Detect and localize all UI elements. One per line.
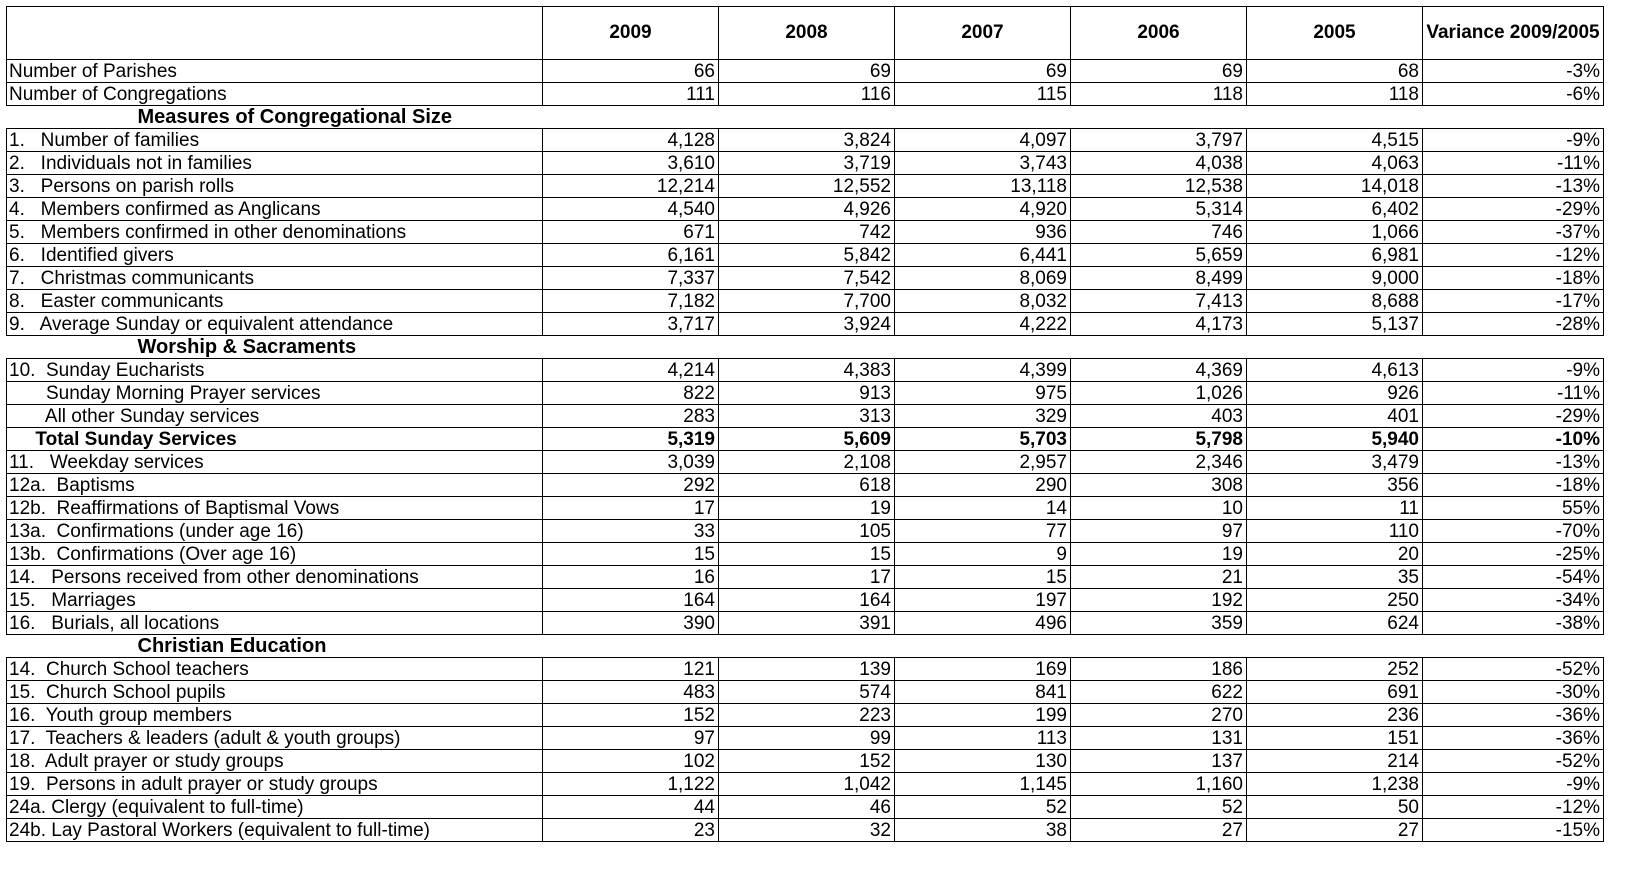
row-label: 10. Sunday Eucharists (7, 359, 543, 382)
year-value-cell: 192 (1071, 589, 1247, 612)
year-value-cell: 2,957 (895, 451, 1071, 474)
year-value-cell: 3,719 (719, 152, 895, 175)
year-value-cell: 99 (719, 727, 895, 750)
year-value-cell: 12,538 (1071, 175, 1247, 198)
variance-cell: -36% (1423, 704, 1604, 727)
year-value-cell: 66 (543, 60, 719, 83)
year-value-cell: 746 (1071, 221, 1247, 244)
year-value-cell: 1,160 (1071, 773, 1247, 796)
year-header: 2008 (719, 7, 895, 60)
row-label: 24a. Clergy (equivalent to full-time) (7, 796, 543, 819)
section-title: Worship & Sacraments (137, 335, 357, 358)
year-value-cell: 17 (543, 497, 719, 520)
year-value-cell: 32 (719, 819, 895, 842)
year-value-cell: 975 (895, 382, 1071, 405)
row-label: 6. Identified givers (7, 244, 543, 267)
table-row (7, 175, 1604, 198)
year-value-cell: 50 (1247, 796, 1423, 819)
row-label: Total Sunday Services (7, 428, 543, 451)
year-value-cell: 12,214 (543, 175, 719, 198)
variance-cell: -9% (1423, 359, 1604, 382)
year-value-cell: 199 (895, 704, 1071, 727)
year-value-cell: 111 (543, 83, 719, 106)
year-value-cell: 5,137 (1247, 313, 1423, 336)
year-value-cell: 936 (895, 221, 1071, 244)
table-row (7, 405, 1604, 428)
year-header: 2005 (1247, 7, 1423, 60)
table-row (7, 819, 1604, 842)
year-value-cell: 69 (1071, 60, 1247, 83)
variance-cell: -52% (1423, 750, 1604, 773)
year-value-cell: 926 (1247, 382, 1423, 405)
year-value-cell: 4,926 (719, 198, 895, 221)
variance-cell: -13% (1423, 451, 1604, 474)
year-value-cell: 4,097 (895, 129, 1071, 152)
year-value-cell: 164 (543, 589, 719, 612)
year-value-cell: 624 (1247, 612, 1423, 635)
year-value-cell: 3,797 (1071, 129, 1247, 152)
table-row (7, 451, 1604, 474)
row-label: 8. Easter communicants (7, 290, 543, 313)
year-value-cell: 252 (1247, 658, 1423, 681)
variance-cell: -29% (1423, 198, 1604, 221)
year-value-cell: 4,540 (543, 198, 719, 221)
variance-cell: -3% (1423, 60, 1604, 83)
row-label: 4. Members confirmed as Anglicans (7, 198, 543, 221)
year-value-cell: 6,402 (1247, 198, 1423, 221)
table-row (7, 198, 1604, 221)
section-heading-row (7, 106, 1604, 129)
table-row (7, 566, 1604, 589)
row-label: 13a. Confirmations (under age 16) (7, 520, 543, 543)
year-value-cell: 403 (1071, 405, 1247, 428)
year-value-cell: 1,066 (1247, 221, 1423, 244)
year-value-cell: 4,515 (1247, 129, 1423, 152)
table-row (7, 244, 1604, 267)
year-value-cell: 186 (1071, 658, 1247, 681)
year-value-cell: 223 (719, 704, 895, 727)
year-value-cell: 4,222 (895, 313, 1071, 336)
year-value-cell: 118 (1071, 83, 1247, 106)
year-value-cell: 27 (1247, 819, 1423, 842)
table-row (7, 497, 1604, 520)
row-label: 5. Members confirmed in other denominations (7, 221, 543, 244)
variance-cell: -10% (1423, 428, 1604, 451)
year-value-cell: 14 (895, 497, 1071, 520)
year-value-cell: 4,038 (1071, 152, 1247, 175)
year-value-cell: 2,108 (719, 451, 895, 474)
year-value-cell: 69 (895, 60, 1071, 83)
table-row (7, 589, 1604, 612)
section-title: Measures of Congregational Size (137, 105, 453, 128)
year-value-cell: 1,026 (1071, 382, 1247, 405)
table-row (7, 773, 1604, 796)
table-row (7, 313, 1604, 336)
row-label: Sunday Morning Prayer services (7, 382, 543, 405)
year-value-cell: 102 (543, 750, 719, 773)
variance-cell: 55% (1423, 497, 1604, 520)
year-value-cell: 164 (719, 589, 895, 612)
year-value-cell: 169 (895, 658, 1071, 681)
year-value-cell: 6,441 (895, 244, 1071, 267)
year-value-cell: 6,161 (543, 244, 719, 267)
year-value-cell: 308 (1071, 474, 1247, 497)
year-value-cell: 137 (1071, 750, 1247, 773)
variance-cell: -30% (1423, 681, 1604, 704)
table-body (7, 60, 1604, 842)
year-value-cell: 4,173 (1071, 313, 1247, 336)
table-row (7, 290, 1604, 313)
year-value-cell: 8,499 (1071, 267, 1247, 290)
year-value-cell: 691 (1247, 681, 1423, 704)
row-label: 14. Persons received from other denominations (7, 566, 543, 589)
year-value-cell: 21 (1071, 566, 1247, 589)
year-value-cell: 113 (895, 727, 1071, 750)
year-value-cell: 7,700 (719, 290, 895, 313)
year-value-cell: 5,940 (1247, 428, 1423, 451)
year-value-cell: 15 (895, 566, 1071, 589)
year-value-cell: 3,479 (1247, 451, 1423, 474)
year-value-cell: 14,018 (1247, 175, 1423, 198)
table-row (7, 428, 1604, 451)
variance-cell: -11% (1423, 382, 1604, 405)
row-label: 15. Church School pupils (7, 681, 543, 704)
year-value-cell: 9,000 (1247, 267, 1423, 290)
row-label: 1. Number of families (7, 129, 543, 152)
year-value-cell: 97 (1071, 520, 1247, 543)
year-value-cell: 116 (719, 83, 895, 106)
year-value-cell: 23 (543, 819, 719, 842)
variance-cell: -52% (1423, 658, 1604, 681)
row-label: 16. Youth group members (7, 704, 543, 727)
year-value-cell: 13,118 (895, 175, 1071, 198)
year-value-cell: 3,039 (543, 451, 719, 474)
year-value-cell: 8,032 (895, 290, 1071, 313)
year-value-cell: 4,399 (895, 359, 1071, 382)
year-value-cell: 77 (895, 520, 1071, 543)
year-value-cell: 7,413 (1071, 290, 1247, 313)
year-value-cell: 1,145 (895, 773, 1071, 796)
table-row (7, 727, 1604, 750)
variance-cell: -28% (1423, 313, 1604, 336)
year-value-cell: 822 (543, 382, 719, 405)
variance-cell: -29% (1423, 405, 1604, 428)
year-value-cell: 3,824 (719, 129, 895, 152)
variance-cell: -54% (1423, 566, 1604, 589)
year-value-cell: 5,798 (1071, 428, 1247, 451)
section-spacer (543, 635, 1604, 658)
year-value-cell: 11 (1247, 497, 1423, 520)
year-value-cell: 292 (543, 474, 719, 497)
row-label: 18. Adult prayer or study groups (7, 750, 543, 773)
year-value-cell: 356 (1247, 474, 1423, 497)
table-row (7, 382, 1604, 405)
row-label: 11. Weekday services (7, 451, 543, 474)
year-value-cell: 4,214 (543, 359, 719, 382)
row-label: Number of Congregations (7, 83, 543, 106)
year-value-cell: 6,981 (1247, 244, 1423, 267)
year-value-cell: 12,552 (719, 175, 895, 198)
year-value-cell: 618 (719, 474, 895, 497)
row-label: 16. Burials, all locations (7, 612, 543, 635)
variance-cell: -15% (1423, 819, 1604, 842)
table-row (7, 359, 1604, 382)
year-value-cell: 1,122 (543, 773, 719, 796)
year-value-cell: 8,069 (895, 267, 1071, 290)
year-value-cell: 313 (719, 405, 895, 428)
year-value-cell: 5,703 (895, 428, 1071, 451)
variance-cell: -37% (1423, 221, 1604, 244)
year-value-cell: 7,337 (543, 267, 719, 290)
year-value-cell: 270 (1071, 704, 1247, 727)
year-value-cell: 236 (1247, 704, 1423, 727)
section-heading-row (7, 336, 1604, 359)
row-label: 2. Individuals not in families (7, 152, 543, 175)
year-value-cell: 290 (895, 474, 1071, 497)
year-value-cell: 52 (895, 796, 1071, 819)
year-value-cell: 496 (895, 612, 1071, 635)
year-value-cell: 139 (719, 658, 895, 681)
year-value-cell: 3,717 (543, 313, 719, 336)
table-row (7, 681, 1604, 704)
table-row (7, 474, 1604, 497)
row-label: 15. Marriages (7, 589, 543, 612)
table-row (7, 60, 1604, 83)
table-row (7, 267, 1604, 290)
year-value-cell: 151 (1247, 727, 1423, 750)
year-value-cell: 391 (719, 612, 895, 635)
year-value-cell: 250 (1247, 589, 1423, 612)
row-label: 13b. Confirmations (Over age 16) (7, 543, 543, 566)
year-value-cell: 7,542 (719, 267, 895, 290)
variance-cell: -70% (1423, 520, 1604, 543)
section-title: Christian Education (137, 634, 327, 657)
row-label: 3. Persons on parish rolls (7, 175, 543, 198)
row-label: Number of Parishes (7, 60, 543, 83)
table-row (7, 221, 1604, 244)
row-label: 17. Teachers & leaders (adult & youth groups) (7, 727, 543, 750)
table-row (7, 152, 1604, 175)
variance-cell: -36% (1423, 727, 1604, 750)
year-value-cell: 130 (895, 750, 1071, 773)
year-header: 2009 (543, 7, 719, 60)
year-value-cell: 4,369 (1071, 359, 1247, 382)
table-row (7, 750, 1604, 773)
header-row (7, 7, 1604, 60)
section-heading-row (7, 635, 1604, 658)
table-row (7, 612, 1604, 635)
variance-cell: -18% (1423, 267, 1604, 290)
year-value-cell: 841 (895, 681, 1071, 704)
year-value-cell: 44 (543, 796, 719, 819)
year-value-cell: 329 (895, 405, 1071, 428)
year-value-cell: 671 (543, 221, 719, 244)
year-value-cell: 5,659 (1071, 244, 1247, 267)
year-value-cell: 4,128 (543, 129, 719, 152)
year-value-cell: 121 (543, 658, 719, 681)
year-value-cell: 483 (543, 681, 719, 704)
year-value-cell: 574 (719, 681, 895, 704)
variance-cell: -6% (1423, 83, 1604, 106)
year-value-cell: 214 (1247, 750, 1423, 773)
year-value-cell: 16 (543, 566, 719, 589)
year-value-cell: 35 (1247, 566, 1423, 589)
year-value-cell: 152 (719, 750, 895, 773)
year-value-cell: 5,314 (1071, 198, 1247, 221)
year-value-cell: 97 (543, 727, 719, 750)
row-label: 19. Persons in adult prayer or study groups (7, 773, 543, 796)
table-row (7, 658, 1604, 681)
year-value-cell: 742 (719, 221, 895, 244)
year-value-cell: 9 (895, 543, 1071, 566)
year-value-cell: 3,610 (543, 152, 719, 175)
row-label: 14. Church School teachers (7, 658, 543, 681)
table-row (7, 543, 1604, 566)
year-value-cell: 19 (719, 497, 895, 520)
year-value-cell: 17 (719, 566, 895, 589)
corner-header (7, 7, 543, 60)
year-value-cell: 15 (543, 543, 719, 566)
year-value-cell: 152 (543, 704, 719, 727)
year-value-cell: 359 (1071, 612, 1247, 635)
year-value-cell: 4,063 (1247, 152, 1423, 175)
year-value-cell: 15 (719, 543, 895, 566)
year-value-cell: 4,383 (719, 359, 895, 382)
year-header: 2007 (895, 7, 1071, 60)
year-value-cell: 115 (895, 83, 1071, 106)
year-value-cell: 38 (895, 819, 1071, 842)
table-row (7, 704, 1604, 727)
year-value-cell: 2,346 (1071, 451, 1247, 474)
year-value-cell: 4,613 (1247, 359, 1423, 382)
year-value-cell: 7,182 (543, 290, 719, 313)
year-value-cell: 5,842 (719, 244, 895, 267)
variance-cell: -9% (1423, 773, 1604, 796)
variance-cell: -12% (1423, 244, 1604, 267)
statistics-table (6, 6, 1604, 842)
table-row (7, 796, 1604, 819)
year-value-cell: 33 (543, 520, 719, 543)
year-value-cell: 401 (1247, 405, 1423, 428)
year-value-cell: 390 (543, 612, 719, 635)
year-value-cell: 1,042 (719, 773, 895, 796)
row-label: 7. Christmas communicants (7, 267, 543, 290)
year-value-cell: 19 (1071, 543, 1247, 566)
year-value-cell: 5,319 (543, 428, 719, 451)
table-row (7, 520, 1604, 543)
year-value-cell: 131 (1071, 727, 1247, 750)
year-value-cell: 69 (719, 60, 895, 83)
year-header: 2006 (1071, 7, 1247, 60)
year-value-cell: 110 (1247, 520, 1423, 543)
section-spacer (543, 336, 1604, 359)
table-row (7, 83, 1604, 106)
year-value-cell: 283 (543, 405, 719, 428)
row-label: 9. Average Sunday or equivalent attendance (7, 313, 543, 336)
year-value-cell: 118 (1247, 83, 1423, 106)
variance-cell: -13% (1423, 175, 1604, 198)
year-value-cell: 52 (1071, 796, 1247, 819)
year-value-cell: 622 (1071, 681, 1247, 704)
year-value-cell: 4,920 (895, 198, 1071, 221)
variance-cell: -25% (1423, 543, 1604, 566)
variance-cell: -18% (1423, 474, 1604, 497)
row-label: 12b. Reaffirmations of Baptismal Vows (7, 497, 543, 520)
year-value-cell: 105 (719, 520, 895, 543)
year-value-cell: 27 (1071, 819, 1247, 842)
year-value-cell: 5,609 (719, 428, 895, 451)
variance-cell: -38% (1423, 612, 1604, 635)
row-label: 24b. Lay Pastoral Workers (equivalent to full-time) (7, 819, 543, 842)
variance-cell: -17% (1423, 290, 1604, 313)
year-value-cell: 3,743 (895, 152, 1071, 175)
year-value-cell: 10 (1071, 497, 1247, 520)
row-label: 12a. Baptisms (7, 474, 543, 497)
variance-cell: -34% (1423, 589, 1604, 612)
year-value-cell: 46 (719, 796, 895, 819)
table-row (7, 129, 1604, 152)
section-spacer (543, 106, 1604, 129)
year-value-cell: 913 (719, 382, 895, 405)
year-value-cell: 20 (1247, 543, 1423, 566)
year-value-cell: 3,924 (719, 313, 895, 336)
variance-header: Variance 2009/2005 (1423, 7, 1604, 60)
year-value-cell: 68 (1247, 60, 1423, 83)
variance-cell: -12% (1423, 796, 1604, 819)
variance-cell: -11% (1423, 152, 1604, 175)
row-label: All other Sunday services (7, 405, 543, 428)
variance-cell: -9% (1423, 129, 1604, 152)
year-value-cell: 197 (895, 589, 1071, 612)
year-value-cell: 8,688 (1247, 290, 1423, 313)
year-value-cell: 1,238 (1247, 773, 1423, 796)
